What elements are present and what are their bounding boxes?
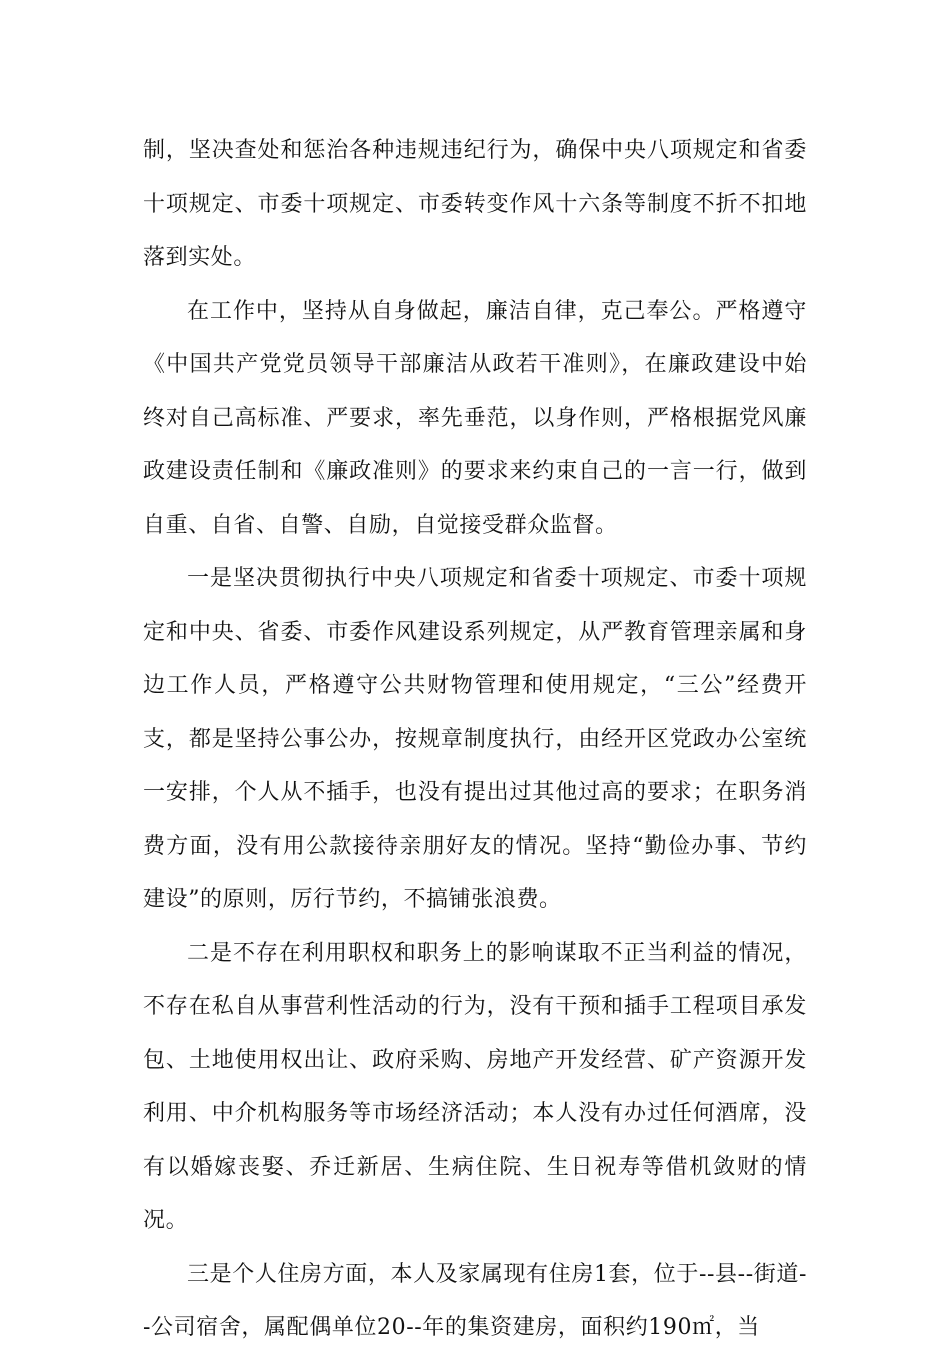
document-body	[143, 124, 807, 1355]
paragraph-point-one: 一是坚决贯彻执行中央八项规定和省委十项规定、市委十项规定和中央、省委、市委作风建设系列规定，从严教育管理亲属和身边工作人员，严格遵守公共财物管理和使用规定，“三公”经费开支，都是坚持公事公办，按规章制度执行，由经开区党政办公室统一安排，个人从不插手，也没有提出过其他过高的要求；在职务消费方面，没有用公款接待亲朋好友的情况。坚持“勤俭办事、节约建设”的原则，厉行节约，不搞铺张浪费。	[143, 566, 807, 912]
paragraph-continuation: 制，坚决查处和惩治各种违规违纪行为，确保中央八项规定和省委十项规定、市委十项规定、市委转变作风十六条等制度不折不扣地落到实处。	[143, 138, 807, 270]
paragraph-point-three: 三是个人住房方面，本人及家属现有住房1套，位于--县--街道--公司宿舍，属配偶单位20--年的集资建房，面积约190㎡，当	[143, 1261, 807, 1340]
paragraph-self-discipline: 在工作中，坚持从自身做起，廉洁自律，克己奉公。严格遵守《中国共产党党员领导干部廉洁从政若干准则》，在廉政建设中始终对自己高标准、严要求，率先垂范，以身作则，严格根据党风廉政建设责任制和《廉政准则》的要求来约束自己的一言一行，做到自重、自省、自警、自励，自觉接受群众监督。	[143, 298, 807, 538]
paragraph-point-two: 二是不存在利用职权和职务上的影响谋取不正当利益的情况，不存在私自从事营利性活动的行为，没有干预和插手工程项目承发包、土地使用权出让、政府采购、房地产开发经营、矿产资源开发利用、中介机构服务等市场经济活动；本人没有办过任何酒席，没有以婚嫁丧娶、乔迁新居、生病住院、生日祝寿等借机敛财的情况。	[143, 940, 807, 1233]
